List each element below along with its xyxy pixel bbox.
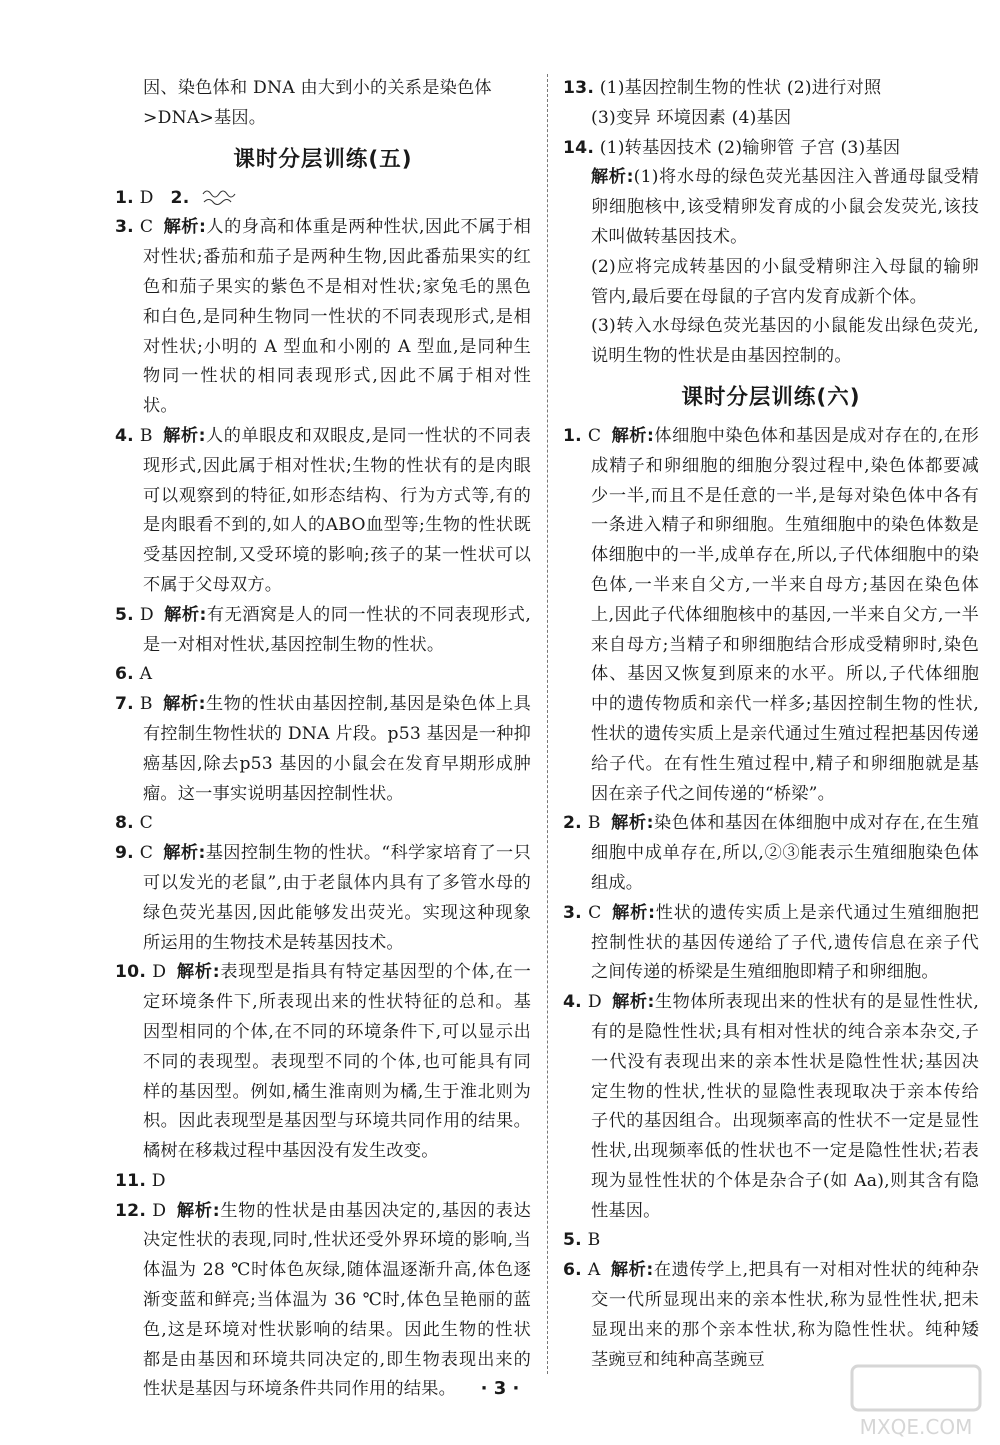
answer-item: 3. C 解析:性状的遗传实质上是亲代通过生殖细胞把控制性状的基因传递给了子代,遗传信息在亲子代之间传递的桥梁是生殖细胞即精子和卵细胞。 — [563, 902, 979, 983]
struck-text: >DNA>基因。 — [143, 107, 267, 128]
answer-item: 12. D 解析:生物的性状是由基因决定的,基因的表达决定性状的表现,同时,性状还受外界环境的影响,当体温为 28 ℃时体色灰绿,随体温逐渐升高,体色逐渐变蓝和鲜亮;当体温为 36 ℃时,体色呈艳丽的蓝色,这是环境对性状影响的结果。因此生物的性状都是由基因和环境共同决定的,即生物表现出来的性状是基因与环境条件共同作用的结果。 — [115, 1200, 531, 1400]
answer-item: 5. B — [563, 1230, 601, 1251]
answer-item: 11. D — [115, 1170, 166, 1191]
answer-item-13: 13. (1)基因控制生物的性状 (2)进行对照 — [563, 78, 882, 98]
answer-item: 9. C 解析:基因控制生物的性状。“科学家培育了一只可以发光的老鼠”,由于老鼠体内具有了多管水母的绿色荧光基因,因此能够发出荧光。实现这种现象所运用的生物技术是转基因技术。 — [115, 843, 531, 953]
watermark-logo — [846, 1360, 986, 1442]
footer-dot-right: · — [512, 1378, 520, 1399]
answer-item-14-explain-1: 解析:(1)将水母的绿色荧光基因注入普通母鼠受精卵细胞核中,该受精卵发育成的小鼠会发荧光,该技术叫做转基因技术。 — [591, 167, 979, 247]
answer-item: 6. A 解析:在遗传学上,把具有一对相对性状的纯种杂交一代所显现出来的亲本性状,称为显性性状,把未显现出来的那个亲本性状,称为隐性性状。纯种矮茎豌豆和纯种高茎豌豆 — [563, 1260, 979, 1370]
answer-item: 8. C — [115, 813, 153, 834]
answer-item: 6. A — [115, 664, 153, 685]
page-number: · 3 · — [480, 1378, 520, 1399]
answer-item-14-explain-2: (2)应将完成转基因的小鼠受精卵注入母鼠的输卵管内,最后要在母鼠的子宫内发育成新个体。 — [591, 256, 979, 307]
handwritten-scribble — [201, 186, 243, 208]
answer-item-13-line2: (3)变异 环境因素 (4)基因 — [591, 107, 792, 128]
answer-item: 7. B 解析:生物的性状由基因控制,基因是染色体上具有控制生物性状的 DNA 片段。p53 基因是一种抑癌基因,除去p53 基因的小鼠会在发育早期形成肿瘤。这一事实说明基因控制性状。 — [115, 694, 531, 804]
section-title-5: 课时分层训练(五) — [233, 146, 413, 172]
answer-item: 4. D 解析:生物体所表现出来的性状有的是显性性状,有的是隐性性状;具有相对性状的纯合亲本杂交,子一代没有表现出来的亲本性状是隐性性状;基因决定生物的性状,性状的显隐性表现取决于亲本传给子代的基因组合。出现频率高的性状不一定是显性性状,出现频率低的性状也不一定是隐性性状;若表现为显性性状的个体是杂合子(如 Aa),则其含有隐性基因。 — [563, 992, 979, 1221]
section-title-6: 课时分层训练(六) — [681, 384, 861, 410]
answer-item: 5. D 解析:有无酒窝是人的同一性状的不同表现形式,是一对相对性状,基因控制生物的性状。 — [115, 604, 531, 655]
answer-item: 1. C 解析:体细胞中染色体和基因是成对存在的,在形成精子和卵细胞的细胞分裂过程中,染色体都要减少一半,而且不是任意的一半,是每对染色体中各有一条进入精子和卵细胞。生殖细胞中的染色体数是体细胞中的一半,成单存在,所以,子代体细胞中的染色体,一半来自父方,一半来自母方;基因在染色体上,因此子代体细胞核中的基因,一半来自父方,一半来自母方;当精子和卵细胞结合形成受精卵时,染色体、基因又恢复到原来的水平。所以,子代体细胞中的遗传物质和亲代一样多;基因控制生物的性状,性状的遗传实质上是亲代通过生殖过程把基因传递给子代。在有性生殖过程中,精子和卵细胞就是基因在亲子代之间传递的“桥梁”。 — [563, 425, 979, 804]
answer-item: 4. B 解析:人的单眼皮和双眼皮,是同一性状的不同表现形式,因此属于相对性状;生物的性状有的是肉眼可以观察到的特征,如形态结构、行为方式等,有的是肉眼看不到的,如人的ABO血型等;生物的性状既受基因控制,又受环境的影响;孩子的某一性状可以不属于父母双方。 — [115, 425, 531, 595]
answer-item: 3. C 解析:人的身高和体重是两种性状,因此不属于相对性状;番茄和茄子是两种生物,因此番茄果实的红色和茄子果实的紫色不是相对性状;家兔毛的黑色和白色,是同种生物同一性状的不同表现形式,是相对性状;小明的 A 型血和小刚的 A 型血,是同种生物同一性状的相同表现形式,因此不属于相对性状。 — [115, 217, 531, 417]
answer-item: 10. D 解析:表现型是指具有特定基因型的个体,在一定环境条件下,所表现出来的性状特征的总和。基因型相同的个体,在不同的环境条件下,可以显示出不同的表现型。表现型不同的个体,也可能具有同样的基因型。例如,橘生淮南则为橘,生于淮北则为枳。因此表现型是基因型与环境共同作用的结果。橘树在移栽过程中基因没有发生改变。 — [115, 962, 531, 1162]
column-divider — [547, 74, 548, 1374]
left-column — [115, 74, 531, 1405]
answer-item-14-explain-3: (3)转入水母绿色荧光基因的小鼠能发出绿色荧光,说明生物的性状是由基因控制的。 — [591, 316, 979, 367]
right-column — [563, 74, 979, 1375]
answer-item-14: 14. (1)转基因技术 (2)输卵管 子宫 (3)基因 — [563, 137, 901, 158]
footer-dot-left: · — [480, 1378, 488, 1399]
answer-item: 1. D 2. — [115, 184, 531, 214]
intro-continuation-2 — [115, 104, 531, 134]
svg-text:MXQE.COM: MXQE.COM — [859, 1415, 973, 1439]
answer-item: 2. B 解析:染色体和基因在体细胞中成对存在,在生殖细胞中成单存在,所以,②③能表示生殖细胞染色体组成。 — [563, 813, 979, 893]
intro-continuation: 因、染色体和 DNA 由大到小的关系是染色体 — [143, 78, 492, 98]
